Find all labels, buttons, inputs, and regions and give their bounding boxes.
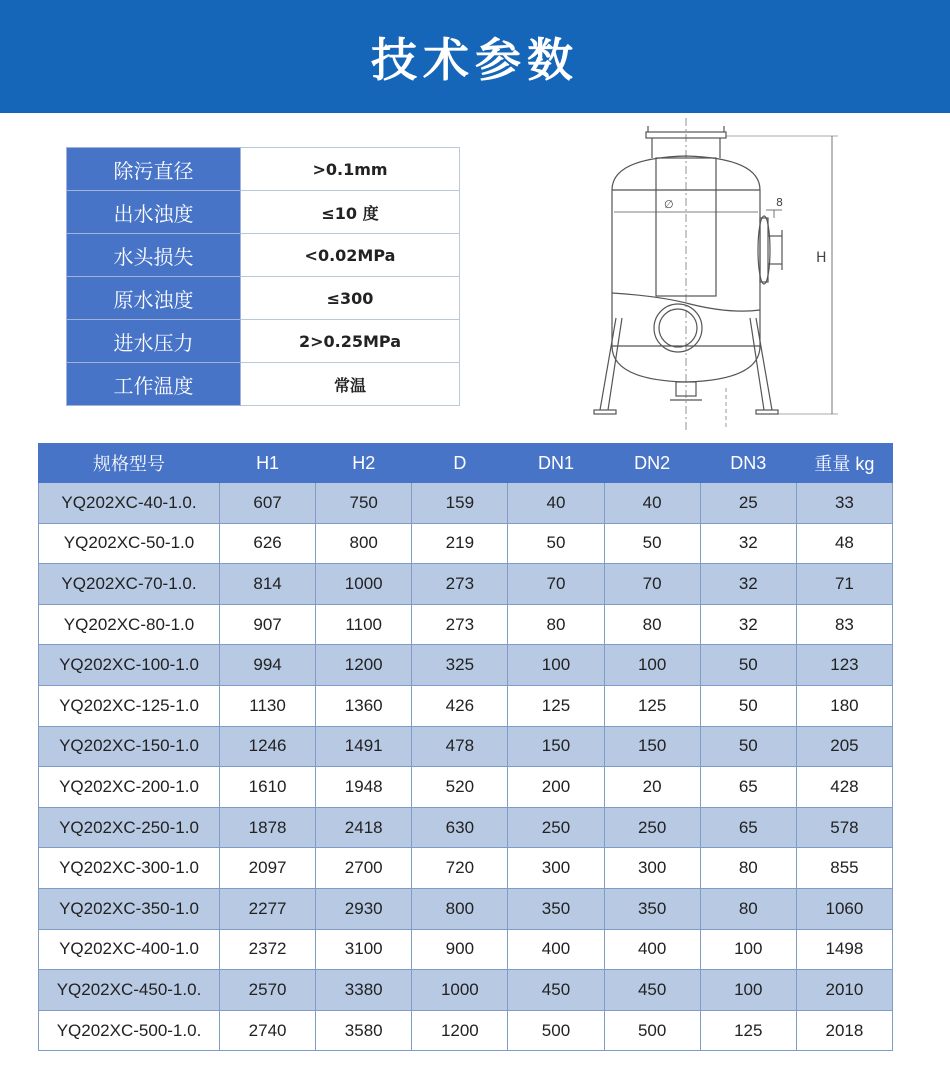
- table-cell: 80: [508, 604, 604, 645]
- table-cell: 50: [700, 685, 796, 726]
- table-row: [39, 888, 893, 929]
- table-cell: 3100: [316, 929, 412, 970]
- table-cell: 300: [508, 848, 604, 889]
- column-header: H2: [316, 444, 412, 483]
- table-cell: 25: [700, 483, 796, 524]
- diameter-label: ∅: [664, 198, 674, 211]
- specification-table: [38, 443, 893, 1051]
- table-cell: 500: [508, 1010, 604, 1051]
- table-cell: 71: [796, 564, 892, 605]
- port-label: 8: [776, 196, 783, 209]
- table-cell: 1498: [796, 929, 892, 970]
- table-cell: 400: [604, 929, 700, 970]
- vessel-drawing: [594, 118, 838, 433]
- table-cell: 300: [604, 848, 700, 889]
- table-cell: 80: [700, 848, 796, 889]
- table-cell: YQ202XC-350-1.0: [39, 888, 220, 929]
- param-value: >0.1mm: [241, 148, 460, 191]
- table-cell: YQ202XC-50-1.0: [39, 523, 220, 564]
- table-cell: 720: [412, 848, 508, 889]
- table-cell: 2018: [796, 1010, 892, 1051]
- table-cell: 325: [412, 645, 508, 686]
- table-cell: 70: [508, 564, 604, 605]
- column-header: DN3: [700, 444, 796, 483]
- table-cell: 273: [412, 604, 508, 645]
- table-header-row: [39, 444, 893, 483]
- table-cell: 250: [604, 807, 700, 848]
- table-cell: 80: [700, 888, 796, 929]
- table-cell: 800: [412, 888, 508, 929]
- param-value: ≤300: [241, 277, 460, 320]
- table-cell: 273: [412, 564, 508, 605]
- table-cell: 48: [796, 523, 892, 564]
- table-cell: 32: [700, 604, 796, 645]
- table-cell: YQ202XC-250-1.0: [39, 807, 220, 848]
- table-cell: 2097: [220, 848, 316, 889]
- table-cell: 2010: [796, 970, 892, 1011]
- table-cell: 50: [700, 726, 796, 767]
- table-cell: YQ202XC-200-1.0: [39, 767, 220, 808]
- table-cell: 2418: [316, 807, 412, 848]
- table-cell: 800: [316, 523, 412, 564]
- table-cell: 607: [220, 483, 316, 524]
- table-cell: 20: [604, 767, 700, 808]
- param-row: [67, 277, 460, 320]
- table-cell: 855: [796, 848, 892, 889]
- table-cell: 33: [796, 483, 892, 524]
- table-cell: 159: [412, 483, 508, 524]
- param-value: ≤10 度: [241, 191, 460, 234]
- table-cell: 50: [604, 523, 700, 564]
- column-header: 重量 kg: [796, 444, 892, 483]
- table-cell: 100: [508, 645, 604, 686]
- table-cell: YQ202XC-150-1.0: [39, 726, 220, 767]
- param-row: [67, 191, 460, 234]
- height-label: H: [816, 250, 827, 266]
- table-cell: YQ202XC-40-1.0.: [39, 483, 220, 524]
- param-value: 常温: [241, 363, 460, 406]
- table-cell: 83: [796, 604, 892, 645]
- param-label: 原水浊度: [67, 277, 241, 320]
- table-cell: 1610: [220, 767, 316, 808]
- column-header: DN2: [604, 444, 700, 483]
- header-banner: [0, 0, 950, 113]
- param-value: 2>0.25MPa: [241, 320, 460, 363]
- vessel-diagram: [570, 118, 850, 436]
- table-row: [39, 645, 893, 686]
- table-cell: 1948: [316, 767, 412, 808]
- column-header: H1: [220, 444, 316, 483]
- table-cell: YQ202XC-450-1.0.: [39, 970, 220, 1011]
- table-cell: 65: [700, 767, 796, 808]
- table-cell: 3380: [316, 970, 412, 1011]
- table-cell: 123: [796, 645, 892, 686]
- param-row: [67, 363, 460, 406]
- table-cell: 450: [508, 970, 604, 1011]
- table-cell: 2740: [220, 1010, 316, 1051]
- table-cell: 2930: [316, 888, 412, 929]
- table-cell: 3580: [316, 1010, 412, 1051]
- table-cell: 900: [412, 929, 508, 970]
- table-row: [39, 848, 893, 889]
- table-cell: 1246: [220, 726, 316, 767]
- table-row: [39, 726, 893, 767]
- table-cell: 626: [220, 523, 316, 564]
- table-cell: 750: [316, 483, 412, 524]
- table-cell: 50: [508, 523, 604, 564]
- table-cell: 428: [796, 767, 892, 808]
- table-cell: YQ202XC-80-1.0: [39, 604, 220, 645]
- table-row: [39, 807, 893, 848]
- table-cell: 907: [220, 604, 316, 645]
- param-label: 进水压力: [67, 320, 241, 363]
- table-cell: 630: [412, 807, 508, 848]
- table-row: [39, 970, 893, 1011]
- table-row: [39, 523, 893, 564]
- parameters-table: [66, 147, 460, 406]
- table-cell: 150: [508, 726, 604, 767]
- table-cell: 520: [412, 767, 508, 808]
- table-cell: 32: [700, 564, 796, 605]
- table-row: [39, 483, 893, 524]
- table-cell: 1200: [412, 1010, 508, 1051]
- table-cell: YQ202XC-400-1.0: [39, 929, 220, 970]
- table-cell: 478: [412, 726, 508, 767]
- table-cell: 1060: [796, 888, 892, 929]
- table-cell: 400: [508, 929, 604, 970]
- table-cell: 205: [796, 726, 892, 767]
- table-cell: 500: [604, 1010, 700, 1051]
- table-cell: 100: [700, 929, 796, 970]
- param-row: [67, 234, 460, 277]
- table-cell: 40: [508, 483, 604, 524]
- table-cell: 100: [700, 970, 796, 1011]
- table-cell: 994: [220, 645, 316, 686]
- param-row: [67, 148, 460, 191]
- table-cell: 578: [796, 807, 892, 848]
- table-cell: 250: [508, 807, 604, 848]
- table-row: [39, 564, 893, 605]
- table-cell: YQ202XC-300-1.0: [39, 848, 220, 889]
- table-cell: 1360: [316, 685, 412, 726]
- param-value: <0.02MPa: [241, 234, 460, 277]
- table-cell: 1878: [220, 807, 316, 848]
- table-cell: 2700: [316, 848, 412, 889]
- table-cell: 426: [412, 685, 508, 726]
- table-cell: 1000: [412, 970, 508, 1011]
- column-header: 规格型号: [39, 444, 220, 483]
- page-title: 技术参数: [371, 32, 579, 87]
- table-cell: 219: [412, 523, 508, 564]
- param-label: 工作温度: [67, 363, 241, 406]
- table-cell: 1000: [316, 564, 412, 605]
- table-row: [39, 685, 893, 726]
- table-cell: YQ202XC-125-1.0: [39, 685, 220, 726]
- param-label: 除污直径: [67, 148, 241, 191]
- table-cell: 125: [700, 1010, 796, 1051]
- table-row: [39, 929, 893, 970]
- table-cell: YQ202XC-70-1.0.: [39, 564, 220, 605]
- table-cell: 1130: [220, 685, 316, 726]
- table-cell: 80: [604, 604, 700, 645]
- param-label: 出水浊度: [67, 191, 241, 234]
- table-cell: 50: [700, 645, 796, 686]
- table-cell: 350: [604, 888, 700, 929]
- table-cell: 70: [604, 564, 700, 605]
- table-cell: 200: [508, 767, 604, 808]
- table-cell: 350: [508, 888, 604, 929]
- table-cell: 2372: [220, 929, 316, 970]
- table-cell: 2277: [220, 888, 316, 929]
- column-header: DN1: [508, 444, 604, 483]
- table-cell: 814: [220, 564, 316, 605]
- table-cell: 180: [796, 685, 892, 726]
- table-cell: 32: [700, 523, 796, 564]
- param-label: 水头损失: [67, 234, 241, 277]
- table-cell: YQ202XC-500-1.0.: [39, 1010, 220, 1051]
- table-cell: 125: [604, 685, 700, 726]
- table-cell: 1491: [316, 726, 412, 767]
- column-header: D: [412, 444, 508, 483]
- table-cell: 40: [604, 483, 700, 524]
- table-cell: 125: [508, 685, 604, 726]
- table-cell: 2570: [220, 970, 316, 1011]
- param-row: [67, 320, 460, 363]
- table-row: [39, 767, 893, 808]
- table-cell: 1200: [316, 645, 412, 686]
- table-row: [39, 1010, 893, 1051]
- table-cell: 150: [604, 726, 700, 767]
- table-row: [39, 604, 893, 645]
- table-cell: 65: [700, 807, 796, 848]
- table-cell: 450: [604, 970, 700, 1011]
- table-cell: 1100: [316, 604, 412, 645]
- table-cell: YQ202XC-100-1.0: [39, 645, 220, 686]
- table-cell: 100: [604, 645, 700, 686]
